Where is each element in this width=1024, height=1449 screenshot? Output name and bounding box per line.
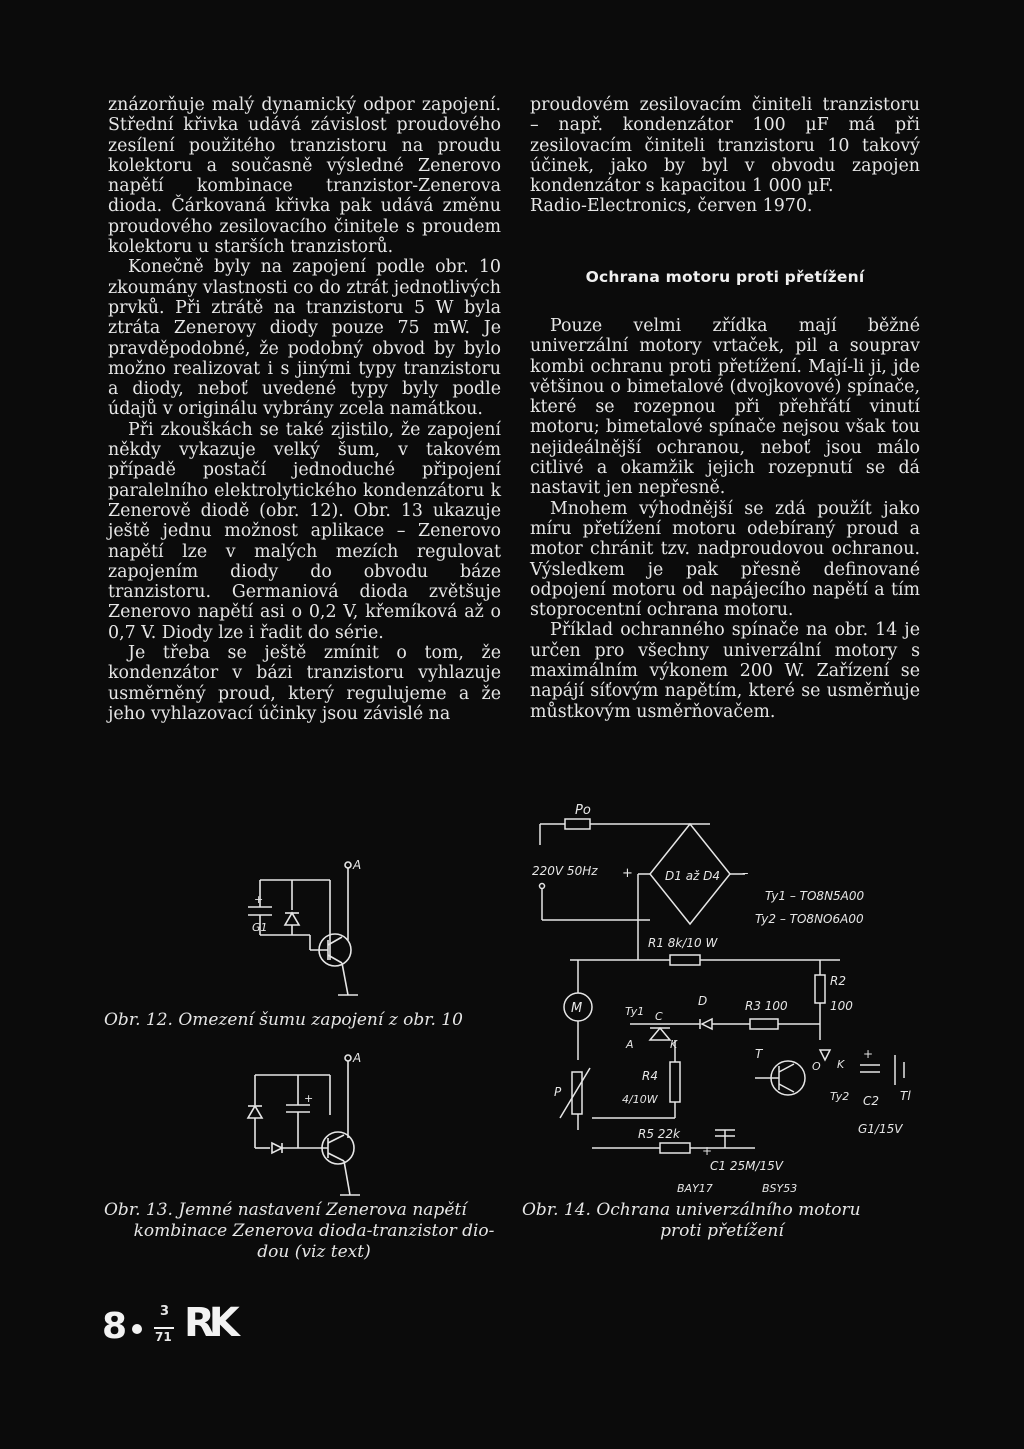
- fig14-label-r2: R2: [830, 974, 846, 988]
- fig14-label-g1: G1/15V: [858, 1122, 903, 1136]
- right-text-column-bottom: [530, 316, 920, 722]
- figure-12-schematic: [230, 855, 370, 1005]
- fig12-label-a: A: [353, 858, 362, 872]
- page-footer: [100, 1300, 300, 1370]
- section-heading: Ochrana motoru proti přetížení: [585, 268, 865, 286]
- fig14-label-r2-value: 100: [830, 999, 853, 1013]
- source-citation: Radio-Electronics, červen 1970.: [530, 196, 813, 217]
- fig13-plus: +: [304, 1092, 314, 1105]
- right-paragraph-4: Příklad ochranného spínače na obr. 14 je určen pro všechny univerzální motory s maximálním výkonem 200 W. Zařízení se napájí síťovým napětím, které se usměrňuje můstkovým usměrňovačem.: [530, 620, 920, 722]
- figure-14-schematic: [530, 800, 920, 1200]
- right-text-column-top: [530, 95, 920, 217]
- fig14-label-ty2-small: Ty2: [830, 1090, 850, 1103]
- fig14-label-o: O: [812, 1060, 821, 1073]
- fig14-label-ty1: Ty1 – TO8N5A00: [765, 889, 865, 903]
- fig14-c2-plus: +: [863, 1047, 874, 1061]
- figure-13-schematic: [230, 1050, 370, 1200]
- fig14-c1-plus: +: [702, 1144, 713, 1158]
- figure-14-caption-line-1: Obr. 14. Ochrana univerzálního motoru: [522, 1200, 861, 1220]
- right-paragraph-3: Mnohem výhodnější se zdá použít jako míru přetížení motoru odebíraný proud a motor chránit tzv. nadproudovou ochranou. Výsledkem je pak přesně definované odpojení motoru od napájecího napětí a tím stoprocentní ochrana motoru.: [530, 498, 920, 621]
- fig14-label-tl: Tl: [900, 1089, 911, 1103]
- fig14-label-bridge: D1 až D4: [665, 869, 721, 883]
- fig12-label-g1: G1: [252, 921, 268, 934]
- figure-13-caption: [104, 1200, 524, 1263]
- left-paragraph-2: Konečně byly na zapojení podle obr. 10 zkoumány vlastnosti co do ztrát jednotlivých prvků. Při ztrátě na tranzistoru 5 W byla ztráta Zenerovy diody pouze 75 mW. Je pravděpodobné, že podobný obvod by bylo možno realizovat i s jinými typy tranzistoru a diody, neboť uvedené typy byly podle údajů v originálu vybrány zcela namátkou.: [108, 257, 501, 420]
- fig14-label-m: M: [571, 1001, 583, 1016]
- fig14-label-c1: C1 25M/15V: [710, 1159, 783, 1173]
- left-paragraph-3: Při zkouškách se také zjistilo, že zapojení někdy vykazuje velký šum, v takovém případě postačí jednoduché připojení paralelního elektrolytického kondenzátoru k Zenerově diodě (obr. 12). Obr. 13 ukazuje ještě jednu možnost aplikace – Zenerovo napětí lze v malých mezích regulovat zapojením diody do obvodu báze tranzistoru. Germaniová dioda zvětšuje Zenerovo napětí asi o 0,2 V, křemíková až o 0,7 V. Diody lze i řadit do série.: [108, 419, 501, 643]
- fig14-label-r1: R1 8k/10 W: [648, 936, 718, 950]
- issue-year: 71: [155, 1330, 172, 1344]
- fig14-label-mains: 220V 50Hz: [532, 864, 598, 878]
- right-paragraph-2: Pouze velmi zřídka mají běžné univerzální motory vrtaček, pil a souprav kombi ochranu proti přetížení. Mají-li ji, jde většinou o bimetalové (dvojkovové) spínače, které se rozepnou při přehřátí vinutí motoru; bimetalové spínače nejsou však tou nejideálnější ochranou, neboť jsou málo citlivé a okamžik jejich rozepnutí se dá nastavit jen nepřesně.: [530, 316, 920, 499]
- figure-13-caption-line-3: dou (viz text): [257, 1242, 371, 1262]
- footer-dot: [132, 1324, 142, 1334]
- magazine-logo: RK: [184, 1300, 234, 1346]
- fig14-label-bay: BAY17: [677, 1182, 713, 1195]
- fig14-label-bsy: BSY53: [762, 1182, 798, 1195]
- right-paragraph-1: proudovém zesilovacím činiteli tranzistoru – např. kondenzátor 100 µF má při zesilovacím činiteli tranzistoru 10 takový účinek, jako by byl v obvodu zapojen kondenzátor s kapacitou 1 000 µF.: [530, 95, 920, 197]
- fig14-label-c2: C2: [863, 1094, 880, 1108]
- left-paragraph-4: Je třeba se ještě zmínit o tom, že kondenzátor v bázi tranzistoru vyhlazuje usměrněný proud, který regulujeme a že jeho vyhlazovací účinky jsou závislé na: [108, 643, 501, 724]
- fig14-label-a: A: [626, 1038, 634, 1051]
- fig14-label-po: Po: [575, 803, 591, 818]
- issue-fraction-bar: [154, 1327, 174, 1329]
- figure-13-caption-line-1: Obr. 13. Jemné nastavení Zenerova napětí: [104, 1200, 467, 1220]
- fig14-label-r4: R4: [642, 1069, 658, 1083]
- fig14-label-r5: R5 22k: [638, 1127, 681, 1141]
- page-number: 8: [102, 1306, 128, 1347]
- left-paragraph-1: znázorňuje malý dynamický odpor zapojení. Střední křivka udává závislost proudového zesílení použitého tranzistoru na proudu kolektoru a současně výsledné Zenerovo napětí kombinace tranzistor-Zenerova dioda. Čárkovaná křivka pak udává změnu proudového zesilovacího činitele s proudem kolektoru u starších tranzistorů.: [108, 95, 501, 258]
- issue-number: 3: [160, 1304, 170, 1319]
- fig13-label-a: A: [353, 1051, 362, 1065]
- figure-14-caption-line-2: proti přetížení: [660, 1221, 784, 1241]
- fig14-bridge-plus: +: [622, 866, 633, 881]
- fig14-label-ty2: Ty2 – TO8NO6A00: [755, 912, 864, 926]
- fig14-label-t: T: [755, 1047, 763, 1061]
- figure-13-caption-line-2: kombinace Zenerova dioda-tranzistor dio-: [133, 1221, 495, 1241]
- fig12-plus: +: [254, 893, 264, 906]
- left-text-column: [108, 95, 501, 724]
- fig14-label-d: D: [698, 994, 708, 1008]
- figure-14-caption: [522, 1200, 922, 1242]
- figure-12-caption: Obr. 12. Omezení šumu zapojení z obr. 10: [104, 1010, 463, 1030]
- fig14-bridge-minus: –: [742, 866, 749, 881]
- fig14-label-p: P: [554, 1085, 562, 1099]
- fig14-label-ty1-small: Ty1: [625, 1005, 645, 1018]
- fig14-label-k2: K: [837, 1058, 845, 1071]
- fig14-label-r4-value: 4/10W: [622, 1093, 658, 1106]
- fig14-label-c: C: [655, 1010, 663, 1023]
- fig14-label-r3: R3 100: [745, 999, 788, 1013]
- fig14-label-k: K: [670, 1038, 678, 1051]
